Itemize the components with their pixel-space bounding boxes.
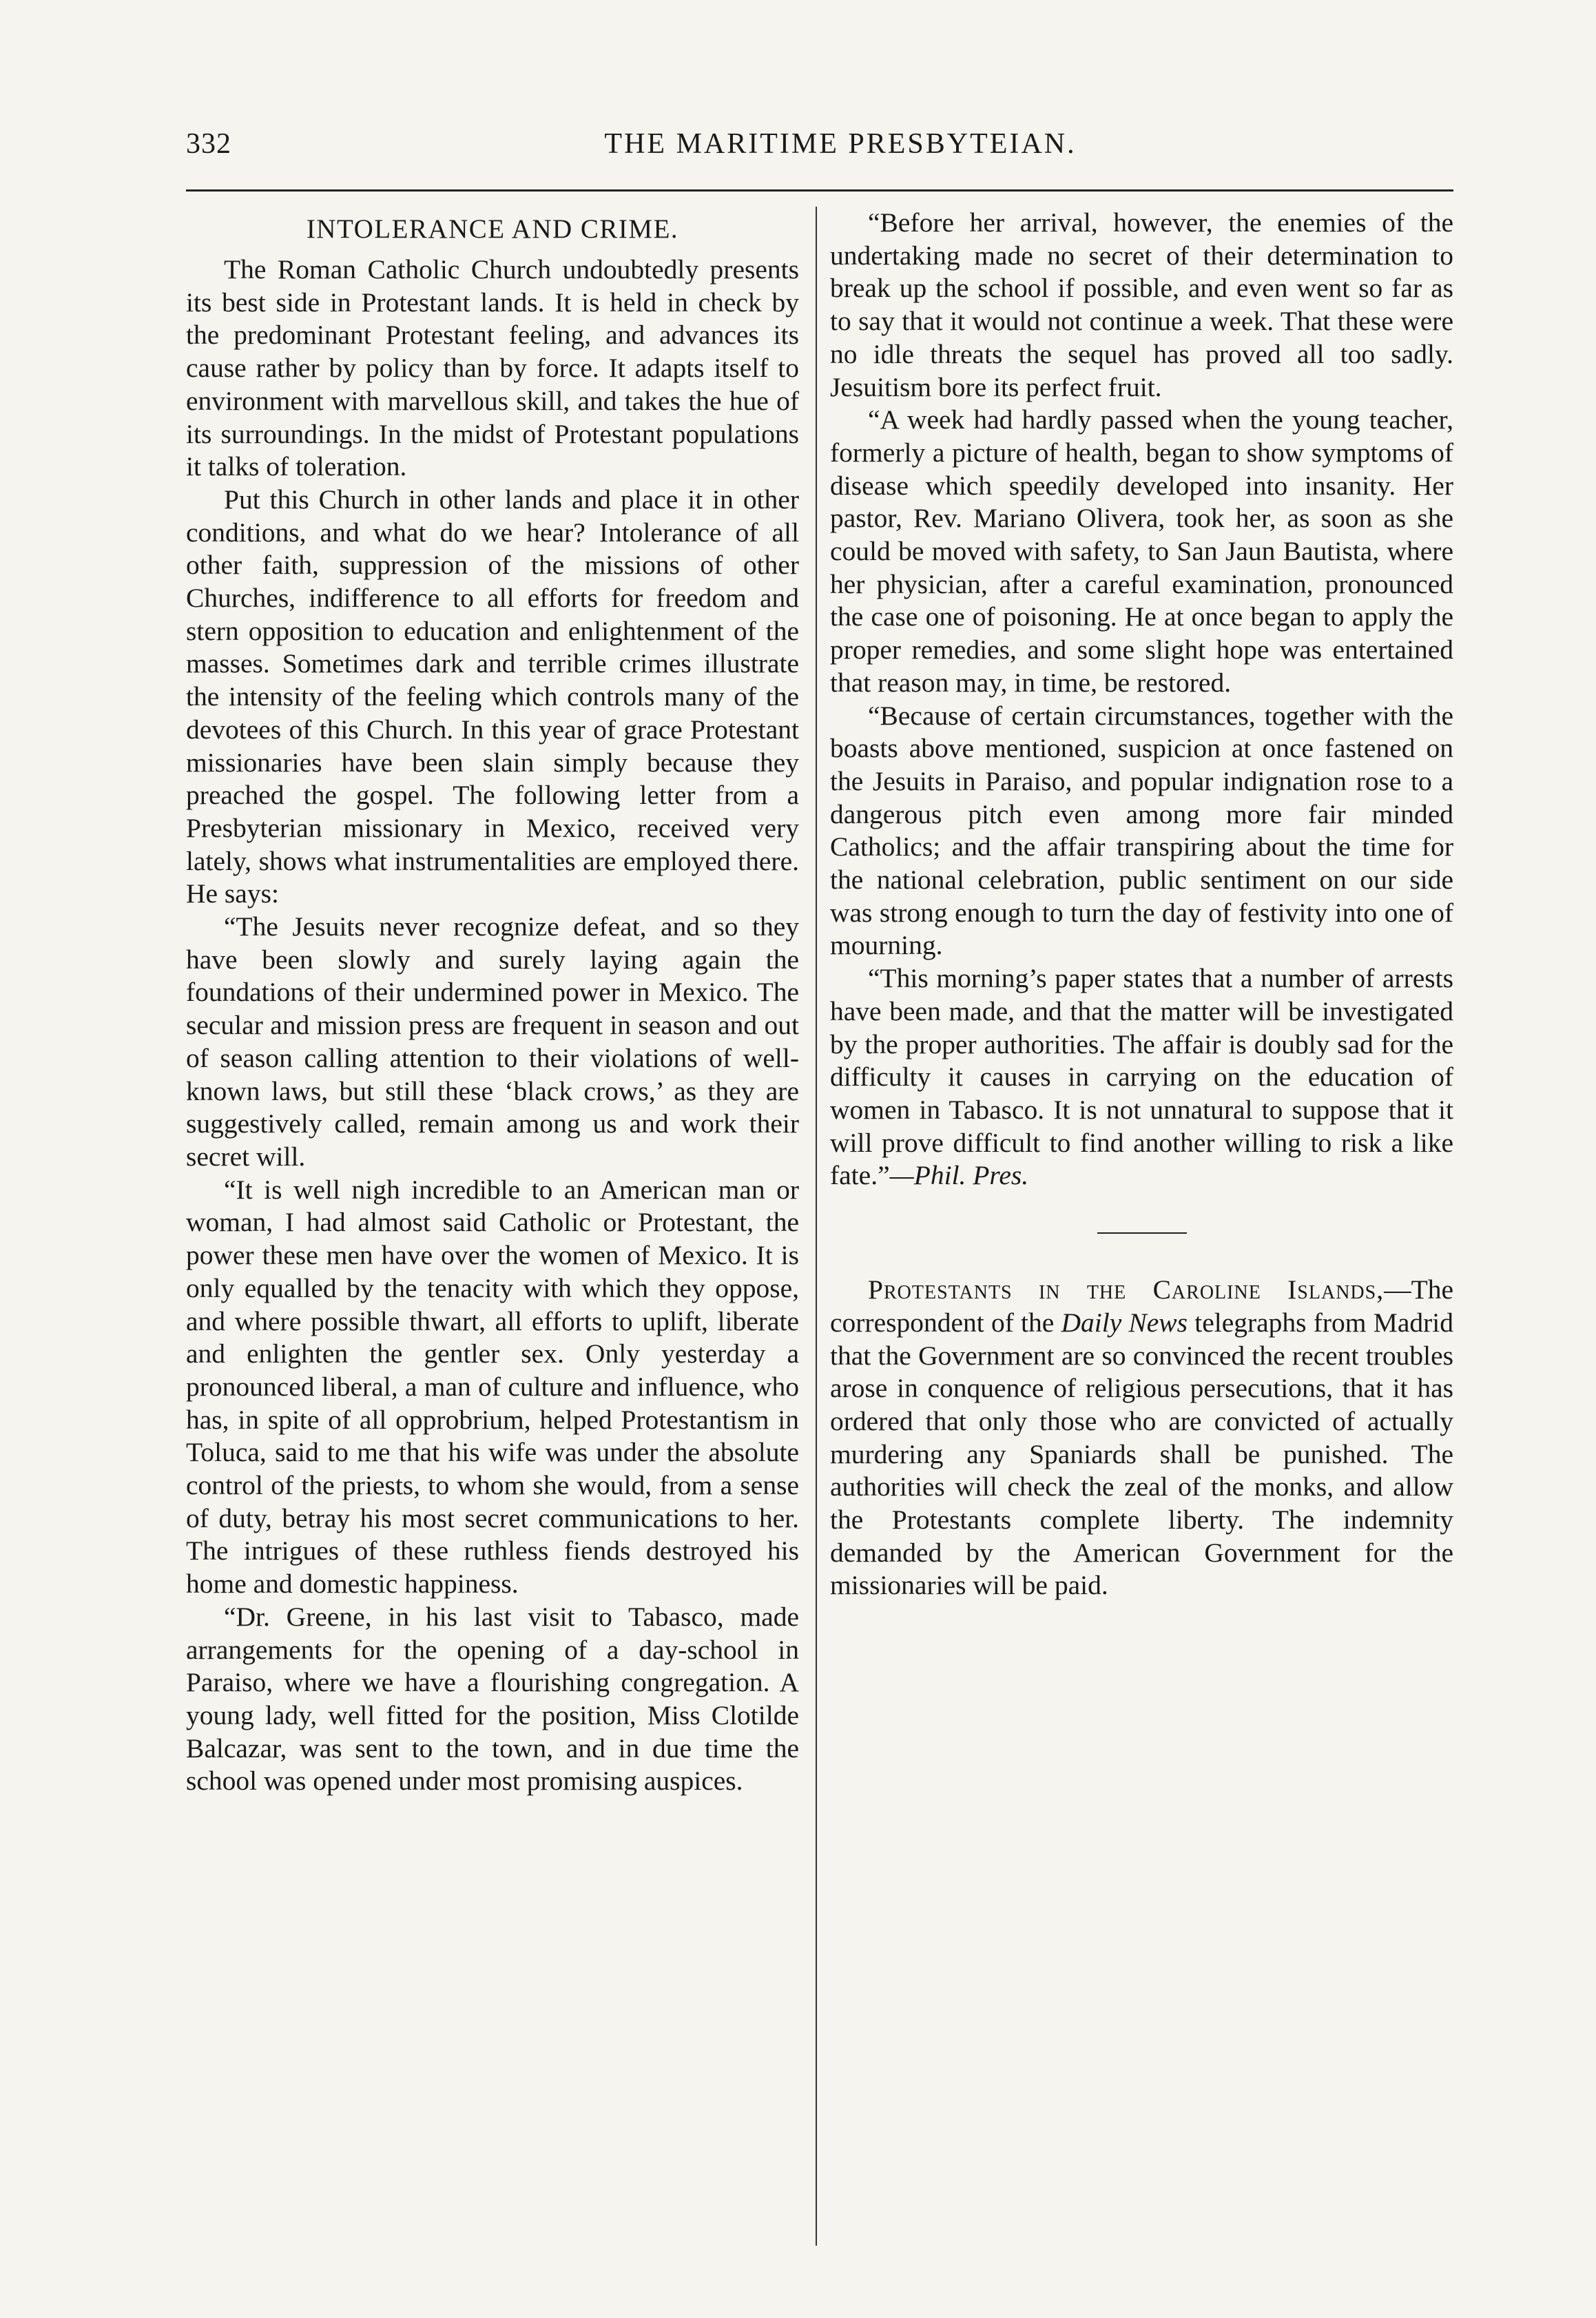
header-rule bbox=[186, 189, 1453, 192]
page-header bbox=[186, 127, 1453, 169]
note-text-before: —The correspondent of the bbox=[830, 1274, 1453, 1338]
article-paragraph: “It is well nigh incredible to an American man or woman, I had almost said Catholic or Protestant, the power these men have over the women of Mexico. It is only equalled by the tenacity with which they oppose, and where possible thwart, all efforts to uplift, liberate and enlighten the gentler sex. Only yesterday a pronounced liberal, a man of culture and influence, who has, in spite of all opprobrium, helped Protestantism in Toluca, said to me that his wife was under the absolute control of the priests, to whom she would, from a sense of duty, betray his most secret communications to her. The intrigues of these ruthless fiends destroyed his home and domestic happiness. bbox=[186, 1174, 799, 1600]
newspaper-name: Daily News bbox=[1061, 1307, 1188, 1338]
article-paragraph: “The Jesuits never recognize defeat, and so they have been slowly and surely laying again the foundations of their undermined power in Mexico. The secular and mission press are frequent in season and out of season calling attention to their violations of well-known laws, but still these ‘black crows,’ as they are suggestively called, remain among us and work their secret will. bbox=[186, 911, 799, 1172]
article-byline: —Phil. Pres. bbox=[889, 1160, 1029, 1191]
note-text-after: telegraphs from Madrid that the Government are so convinced the recent troubles arose in conquence of religious persecutions, that it has ordered that only those who are convicted of actually murdering any Spaniards shall be punished. The authorities will check the zeal of the monks, and allow the Protestants complete liberty. The indemnity demanded by the American Government for the missionaries will be paid. bbox=[830, 1307, 1453, 1601]
article-title: INTOLERANCE AND CRIME. bbox=[306, 214, 679, 244]
section-divider bbox=[1097, 1232, 1187, 1234]
news-note bbox=[830, 1274, 1453, 1602]
journal-title: THE MARITIME PRESBYTEIAN. bbox=[604, 128, 1077, 160]
article-paragraph: The Roman Catholic Church undoubtedly presents its best side in Protestant lands. It is held in check by the predominant Protestant feeling, and advances its cause rather by policy than by force. It adapts itself to environment with marvellous skill, and takes the hue of its surroundings. In the midst of Protestant populations it talks of toleration. bbox=[186, 254, 799, 482]
article-paragraph: Put this Church in other lands and place it in other conditions, and what do we hear? Intolerance of all other faith, suppression of the missions of other Churches, indifference to all efforts for freedom and stern opposition to education and enlightenment of the masses. Sometimes dark and terrible crimes illustrate the intensity of the feeling which controls many of the devotees of this Church. In this year of grace Protestant missionaries have been slain simply because they preached the gospel. The following letter from a Presbyterian missionary in Mexico, received very lately, shows what instrumentalities are employed there. He says: bbox=[186, 484, 799, 909]
article-paragraph: “Because of certain circumstances, together with the boasts above mentioned, suspicion at once fastened on the Jesuits in Paraiso, and popular indignation rose to a dangerous pitch even among more fair minded Catholics; and the affair transpiring about the time for the national celebration, public sentiment on our side was strong enough to turn the day of festivity into one of mourning. bbox=[830, 700, 1453, 961]
column-divider bbox=[816, 207, 817, 2246]
article-paragraph bbox=[830, 962, 1453, 1192]
page-number: 332 bbox=[186, 128, 231, 160]
article-paragraph: “Before her arrival, however, the enemies of the undertaking made no secret of their determination to break up the school if possible, and even went so far as to say that it would not continue a week. That these were no idle threats the sequel has proved all too sadly. Jesuitism bore its perfect fruit. bbox=[830, 207, 1453, 402]
article-paragraph-text: “This morning’s paper states that a number of arrests have been made, and that the matter will be investigated by the proper authorities. The affair is doubly sad for the difficulty it causes in carrying on the education of women in Tabasco. It is not unnatural to suppose that it will prove difficult to find another willing to risk a like fate.” bbox=[830, 963, 1453, 1191]
right-column bbox=[830, 207, 1453, 1602]
article-paragraph: “A week had hardly passed when the young teacher, formerly a picture of health, began to show symptoms of disease which speedily developed into insanity. Her pastor, Rev. Mariano Olivera, took her, as soon as she could be moved with safety, to San Jaun Bautista, where her physician, after a careful examination, pronounced the case one of poisoning. He at once began to apply the proper remedies, and some slight hope was entertained that reason may, in time, be restored. bbox=[830, 404, 1453, 698]
note-heading: Protestants in the Caroline Islands, bbox=[868, 1274, 1385, 1305]
article-paragraph: “Dr. Greene, in his last visit to Tabasco, made arrangements for the opening of a day-school in Paraiso, where we have a flourishing congregation. A young lady, well fitted for the position, Miss Clotilde Balcazar, was sent to the town, and in due time the school was opened under most promising auspices. bbox=[186, 1601, 799, 1797]
left-column bbox=[186, 207, 799, 1798]
